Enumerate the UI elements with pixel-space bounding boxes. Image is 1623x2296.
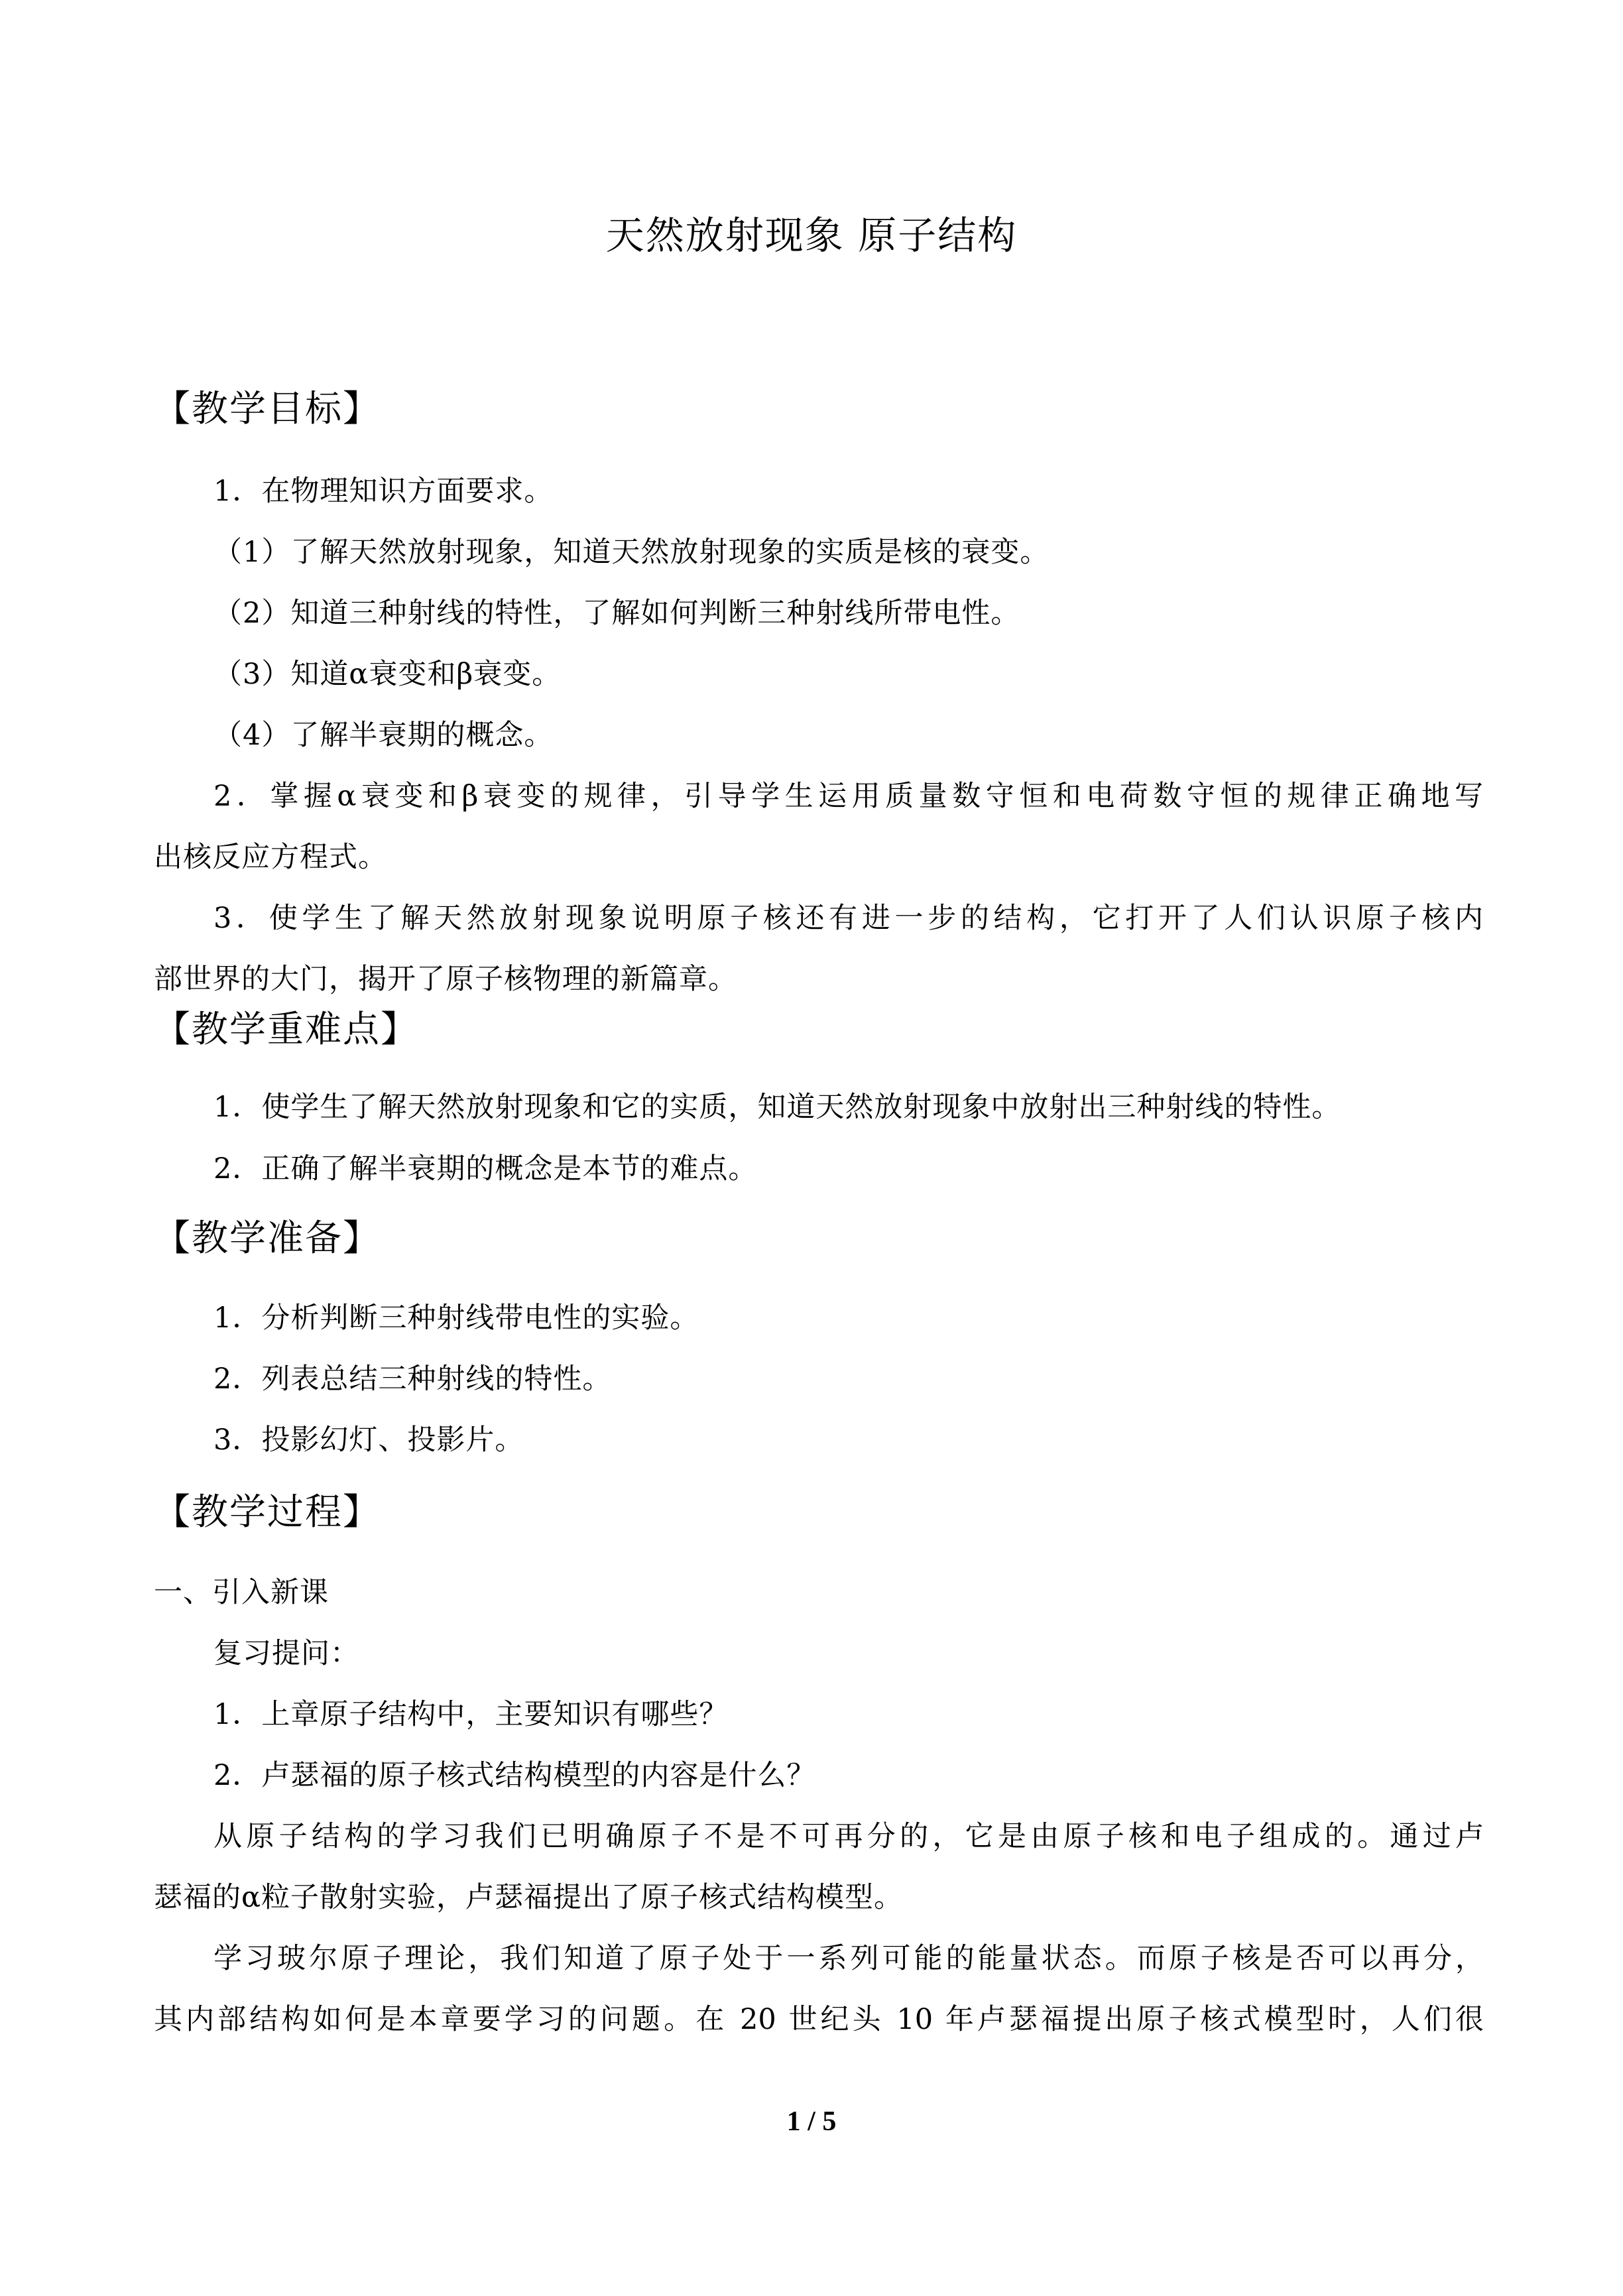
section-heading-process: 【教学过程】 — [154, 1490, 381, 1533]
objective-line: 2．掌握α衰变和β衰变的规律，引导学生运用质量数守恒和电荷数守恒的规律正确地写 — [213, 780, 1484, 813]
process-line: 1．上章原子结构中，主要知识有哪些？ — [213, 1698, 729, 1731]
objective-line: 部世界的大门，揭开了原子核物理的新篇章。 — [154, 963, 737, 996]
section-heading-key-points: 【教学重难点】 — [154, 1008, 419, 1050]
process-line: 瑟福的α粒子散射实验，卢瑟福提出了原子核式结构模型。 — [154, 1881, 904, 1914]
preparation-line: 3．投影幻灯、投影片。 — [213, 1423, 524, 1457]
preparation-line: 1．分析判断三种射线带电性的实验。 — [213, 1301, 699, 1335]
process-line: 复习提问： — [213, 1637, 359, 1670]
objective-line: 3．使学生了解天然放射现象说明原子核还有进一步的结构，它打开了人们认识原子核内 — [213, 902, 1484, 935]
process-line: 其内部结构如何是本章要学习的问题。在 20 世纪头 10 年卢瑟福提出原子核式模型时，人们很 — [154, 2003, 1484, 2036]
objective-line: 1．在物理知识方面要求。 — [213, 475, 554, 508]
process-line: 2．卢瑟福的原子核式结构模型的内容是什么？ — [213, 1759, 816, 1792]
objective-line: （1）了解天然放射现象，知道天然放射现象的实质是核的衰变。 — [213, 536, 1050, 569]
process-line: 学习玻尔原子理论，我们知道了原子处于一系列可能的能量状态。而原子核是否可以再分， — [213, 1942, 1484, 1975]
key-point-line: 2．正确了解半衰期的概念是本节的难点。 — [213, 1152, 758, 1185]
process-line: 从原子结构的学习我们已明确原子不是不可再分的，它是由原子核和电子组成的。通过卢 — [213, 1820, 1484, 1853]
key-point-line: 1．使学生了解天然放射现象和它的实质，知道天然放射现象中放射出三种射线的特性。 — [213, 1091, 1341, 1124]
section-heading-objectives: 【教学目标】 — [154, 387, 381, 430]
page-title: 天然放射现象 原子结构 — [605, 213, 1018, 258]
process-line: 一、引入新课 — [154, 1576, 329, 1609]
objective-line: （3）知道α衰变和β衰变。 — [213, 658, 562, 691]
objective-line: （2）知道三种射线的特性，了解如何判断三种射线所带电性。 — [213, 597, 1020, 630]
page-number: 1 / 5 — [786, 2106, 837, 2137]
preparation-line: 2．列表总结三种射线的特性。 — [213, 1362, 612, 1396]
objective-line: （4）了解半衰期的概念。 — [213, 719, 554, 752]
section-heading-preparation: 【教学准备】 — [154, 1217, 381, 1259]
objective-line: 出核反应方程式。 — [154, 841, 387, 874]
